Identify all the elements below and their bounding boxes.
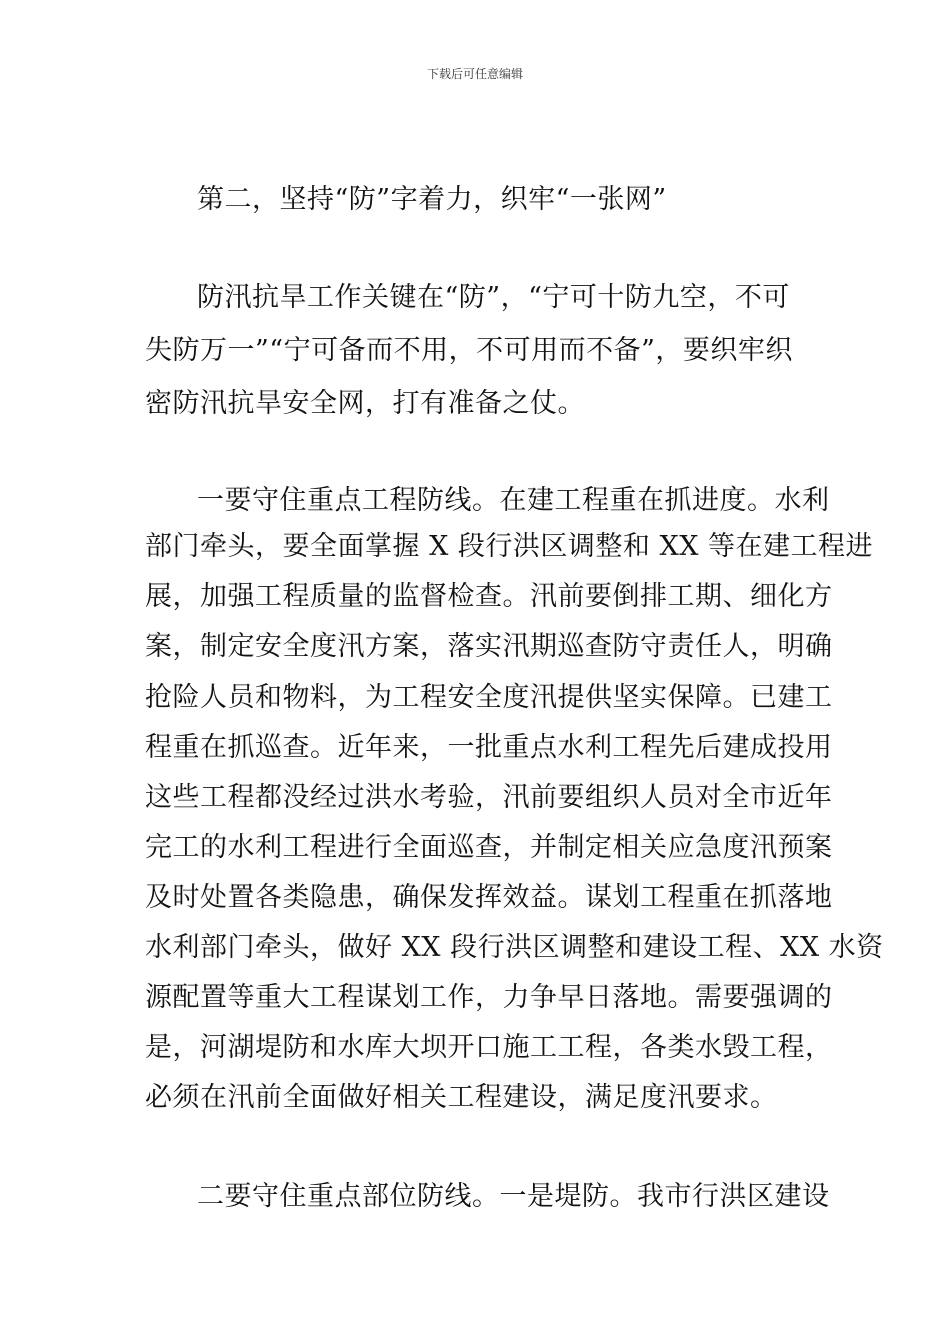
paragraph-line: 是，河湖堤防和水库大坝开口施工工程，各类水毁工程，	[145, 1032, 833, 1063]
paragraph-line: 水利部门牵头，做好 XX 段行洪区调整和建设工程、XX 水资	[145, 932, 884, 963]
paragraph-line: 失防万一”“宁可备而不用，不可用而不备”，要织牢织	[145, 335, 793, 366]
paragraph-line: 展，加强工程质量的监督检查。汛前要倒排工期、细化方	[145, 581, 833, 612]
paragraph-line: 密防汛抗旱安全网，打有准备之仗。	[145, 388, 585, 419]
paragraph-line: 源配置等重大工程谋划工作，力争早日落地。需要强调的	[145, 982, 833, 1013]
paragraph-line: 部门牵头，要全面掌握 X 段行洪区调整和 XX 等在建工程进	[145, 531, 873, 562]
paragraph-line: 一要守住重点工程防线。在建工程重在抓进度。水利	[197, 485, 830, 516]
paragraph-line: 及时处置各类隐患，确保发挥效益。谋划工程重在抓落地	[145, 882, 833, 913]
section-heading: 第二，坚持“防”字着力，织牢“一张网”	[197, 184, 667, 215]
paragraph-line: 程重在抓巡查。近年来，一批重点水利工程先后建成投用	[145, 732, 833, 763]
paragraph-line: 必须在汛前全面做好相关工程建设，满足度汛要求。	[145, 1082, 778, 1113]
page-header: 下载后可任意编辑	[426, 67, 523, 81]
paragraph-line: 案，制定安全度汛方案，落实汛期巡查防守责任人，明确	[145, 631, 833, 662]
paragraph-line: 抢险人员和物料，为工程安全度汛提供坚实保障。已建工	[145, 682, 833, 713]
paragraph-line: 这些工程都没经过洪水考验，汛前要组织人员对全市近年	[145, 782, 833, 813]
paragraph-line: 完工的水利工程进行全面巡查，并制定相关应急度汛预案	[145, 832, 833, 863]
paragraph-line: 二要守住重点部位防线。一是堤防。我市行洪区建设	[197, 1181, 830, 1212]
paragraph-line: 防汛抗旱工作关键在“防”，“宁可十防九空，不可	[197, 282, 790, 313]
